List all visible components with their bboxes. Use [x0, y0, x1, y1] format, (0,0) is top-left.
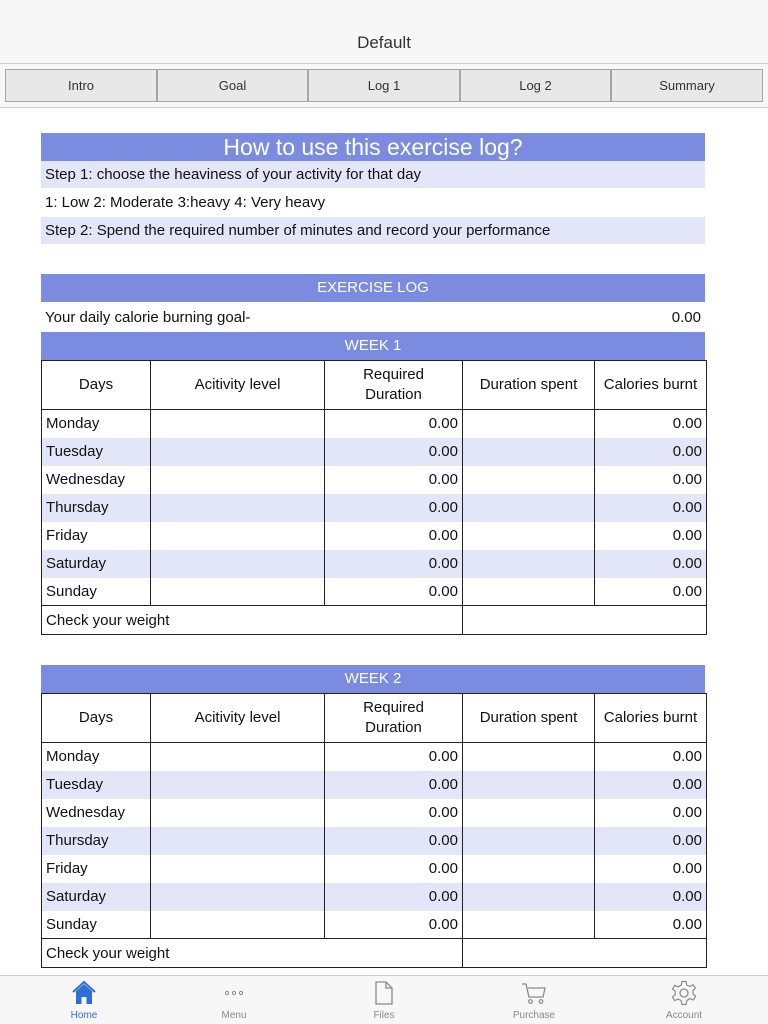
col-header-duration-spent: Duration spent [463, 694, 595, 743]
required-duration-cell: 0.00 [325, 855, 463, 883]
duration-spent-cell[interactable] [463, 438, 595, 466]
col-header-required-duration: Required Duration [325, 694, 463, 743]
duration-spent-cell[interactable] [463, 883, 595, 911]
required-duration-cell: 0.00 [325, 466, 463, 494]
check-weight-value[interactable] [463, 939, 707, 968]
day-cell: Saturday [42, 883, 151, 911]
activity-level-cell[interactable] [151, 494, 325, 522]
activity-level-cell[interactable] [151, 799, 325, 827]
howto-levels: 1: Low 2: Moderate 3:heavy 4: Very heavy [45, 194, 326, 211]
nav-menu[interactable] [184, 976, 284, 1024]
calories-burnt-cell: 0.00 [595, 466, 707, 494]
activity-level-cell[interactable] [151, 883, 325, 911]
activity-level-cell[interactable] [151, 550, 325, 578]
calories-burnt-cell: 0.00 [595, 827, 707, 855]
howto-title: How to use this exercise log? [41, 133, 705, 161]
required-duration-cell: 0.00 [325, 438, 463, 466]
nav-account-label: Account [665, 1010, 703, 1021]
required-duration-cell: 0.00 [325, 799, 463, 827]
calorie-goal-value[interactable]: 0.00 [671, 308, 701, 326]
duration-spent-cell[interactable] [463, 494, 595, 522]
day-cell: Wednesday [42, 466, 151, 494]
col-header-required-duration: Required Duration [325, 361, 463, 410]
col-header-calories-burnt: Calories burnt [595, 361, 707, 410]
sheet-content[interactable] [0, 108, 768, 975]
week-1-table [41, 360, 707, 635]
activity-level-cell[interactable] [151, 743, 325, 771]
col-header-duration-spent: Duration spent [463, 361, 595, 410]
table-row [42, 438, 707, 466]
day-cell: Friday [42, 855, 151, 883]
week-2-title: WEEK 2 [41, 665, 705, 693]
week-1-title: WEEK 1 [41, 332, 705, 360]
required-duration-cell: 0.00 [325, 827, 463, 855]
day-cell: Sunday [42, 911, 151, 939]
nav-files-label: Files [373, 1010, 395, 1021]
day-cell: Friday [42, 522, 151, 550]
duration-spent-cell[interactable] [463, 550, 595, 578]
check-weight-label: Check your weight [42, 939, 463, 968]
tab-summary[interactable]: Summary [611, 69, 763, 102]
col-header-activity-level: Acitivity level [151, 361, 325, 410]
nav-files[interactable] [334, 976, 434, 1024]
check-weight-row [42, 606, 707, 635]
duration-spent-cell[interactable] [463, 855, 595, 883]
tab-goal[interactable]: Goal [157, 69, 308, 102]
table-row [42, 522, 707, 550]
table-row [42, 771, 707, 799]
title-bar [0, 0, 768, 64]
activity-level-cell[interactable] [151, 578, 325, 606]
activity-level-cell[interactable] [151, 911, 325, 939]
required-duration-cell: 0.00 [325, 410, 463, 438]
nav-menu-label: Menu [221, 1010, 247, 1021]
table-row [42, 743, 707, 771]
check-weight-label: Check your weight [42, 606, 463, 635]
duration-spent-cell[interactable] [463, 743, 595, 771]
duration-spent-cell[interactable] [463, 410, 595, 438]
check-weight-value[interactable] [463, 606, 707, 635]
calories-burnt-cell: 0.00 [595, 771, 707, 799]
required-duration-cell: 0.00 [325, 494, 463, 522]
sheet-tab-bar [0, 64, 768, 108]
week-2-table [41, 693, 707, 968]
duration-spent-cell[interactable] [463, 522, 595, 550]
required-duration-cell: 0.00 [325, 771, 463, 799]
col-header-days: Days [42, 694, 151, 743]
nav-purchase[interactable] [484, 976, 584, 1024]
table-row [42, 883, 707, 911]
activity-level-cell[interactable] [151, 855, 325, 883]
check-weight-row [42, 939, 707, 968]
file-icon [371, 980, 397, 1006]
table-row [42, 827, 707, 855]
day-cell: Tuesday [42, 771, 151, 799]
day-cell: Wednesday [42, 799, 151, 827]
day-cell: Monday [42, 410, 151, 438]
activity-level-cell[interactable] [151, 410, 325, 438]
calories-burnt-cell: 0.00 [595, 494, 707, 522]
calories-burnt-cell: 0.00 [595, 578, 707, 606]
calorie-goal-row [41, 303, 705, 331]
duration-spent-cell[interactable] [463, 911, 595, 939]
required-duration-cell: 0.00 [325, 578, 463, 606]
calories-burnt-cell: 0.00 [595, 883, 707, 911]
table-row [42, 578, 707, 606]
duration-spent-cell[interactable] [463, 827, 595, 855]
calories-burnt-cell: 0.00 [595, 855, 707, 883]
table-row [42, 466, 707, 494]
cart-icon [521, 980, 547, 1006]
nav-account[interactable] [634, 976, 734, 1024]
nav-home[interactable] [34, 976, 134, 1024]
nav-purchase-label: Purchase [512, 1010, 556, 1021]
howto-step2: Step 2: Spend the required number of minutes and record your performance [41, 217, 705, 244]
duration-spent-cell[interactable] [463, 578, 595, 606]
day-cell: Tuesday [42, 438, 151, 466]
activity-level-cell[interactable] [151, 522, 325, 550]
col-header-calories-burnt: Calories burnt [595, 694, 707, 743]
calories-burnt-cell: 0.00 [595, 410, 707, 438]
exercise-log-title: EXERCISE LOG [41, 274, 705, 302]
table-row [42, 799, 707, 827]
activity-level-cell[interactable] [151, 466, 325, 494]
tab-intro[interactable]: Intro [5, 69, 157, 102]
more-dots-icon [221, 980, 247, 1006]
calorie-goal-label: Your daily calorie burning goal- [45, 308, 251, 326]
document-title: Default [357, 33, 411, 52]
day-cell: Thursday [42, 494, 151, 522]
table-row [42, 550, 707, 578]
calories-burnt-cell: 0.00 [595, 799, 707, 827]
calories-burnt-cell: 0.00 [595, 550, 707, 578]
day-cell: Saturday [42, 550, 151, 578]
duration-spent-cell[interactable] [463, 466, 595, 494]
calories-burnt-cell: 0.00 [595, 438, 707, 466]
howto-step1: Step 1: choose the heaviness of your activity for that day [41, 161, 705, 188]
required-duration-cell: 0.00 [325, 883, 463, 911]
day-cell: Monday [42, 743, 151, 771]
calories-burnt-cell: 0.00 [595, 522, 707, 550]
home-icon [71, 980, 97, 1006]
col-header-days: Days [42, 361, 151, 410]
required-duration-cell: 0.00 [325, 522, 463, 550]
activity-level-cell[interactable] [151, 438, 325, 466]
bottom-tab-bar [0, 975, 768, 1024]
duration-spent-cell[interactable] [463, 799, 595, 827]
tab-log-2[interactable]: Log 2 [460, 69, 611, 102]
duration-spent-cell[interactable] [463, 771, 595, 799]
required-duration-cell: 0.00 [325, 743, 463, 771]
table-row [42, 494, 707, 522]
nav-home-label: Home [70, 1010, 98, 1021]
required-duration-cell: 0.00 [325, 911, 463, 939]
gear-icon [671, 980, 697, 1006]
table-row [42, 410, 707, 438]
table-row [42, 855, 707, 883]
day-cell: Thursday [42, 827, 151, 855]
required-duration-cell: 0.00 [325, 550, 463, 578]
col-header-activity-level: Acitivity level [151, 694, 325, 743]
tab-log-1[interactable]: Log 1 [308, 69, 460, 102]
calories-burnt-cell: 0.00 [595, 911, 707, 939]
activity-level-cell[interactable] [151, 827, 325, 855]
day-cell: Sunday [42, 578, 151, 606]
activity-level-cell[interactable] [151, 771, 325, 799]
table-row [42, 911, 707, 939]
calories-burnt-cell: 0.00 [595, 743, 707, 771]
